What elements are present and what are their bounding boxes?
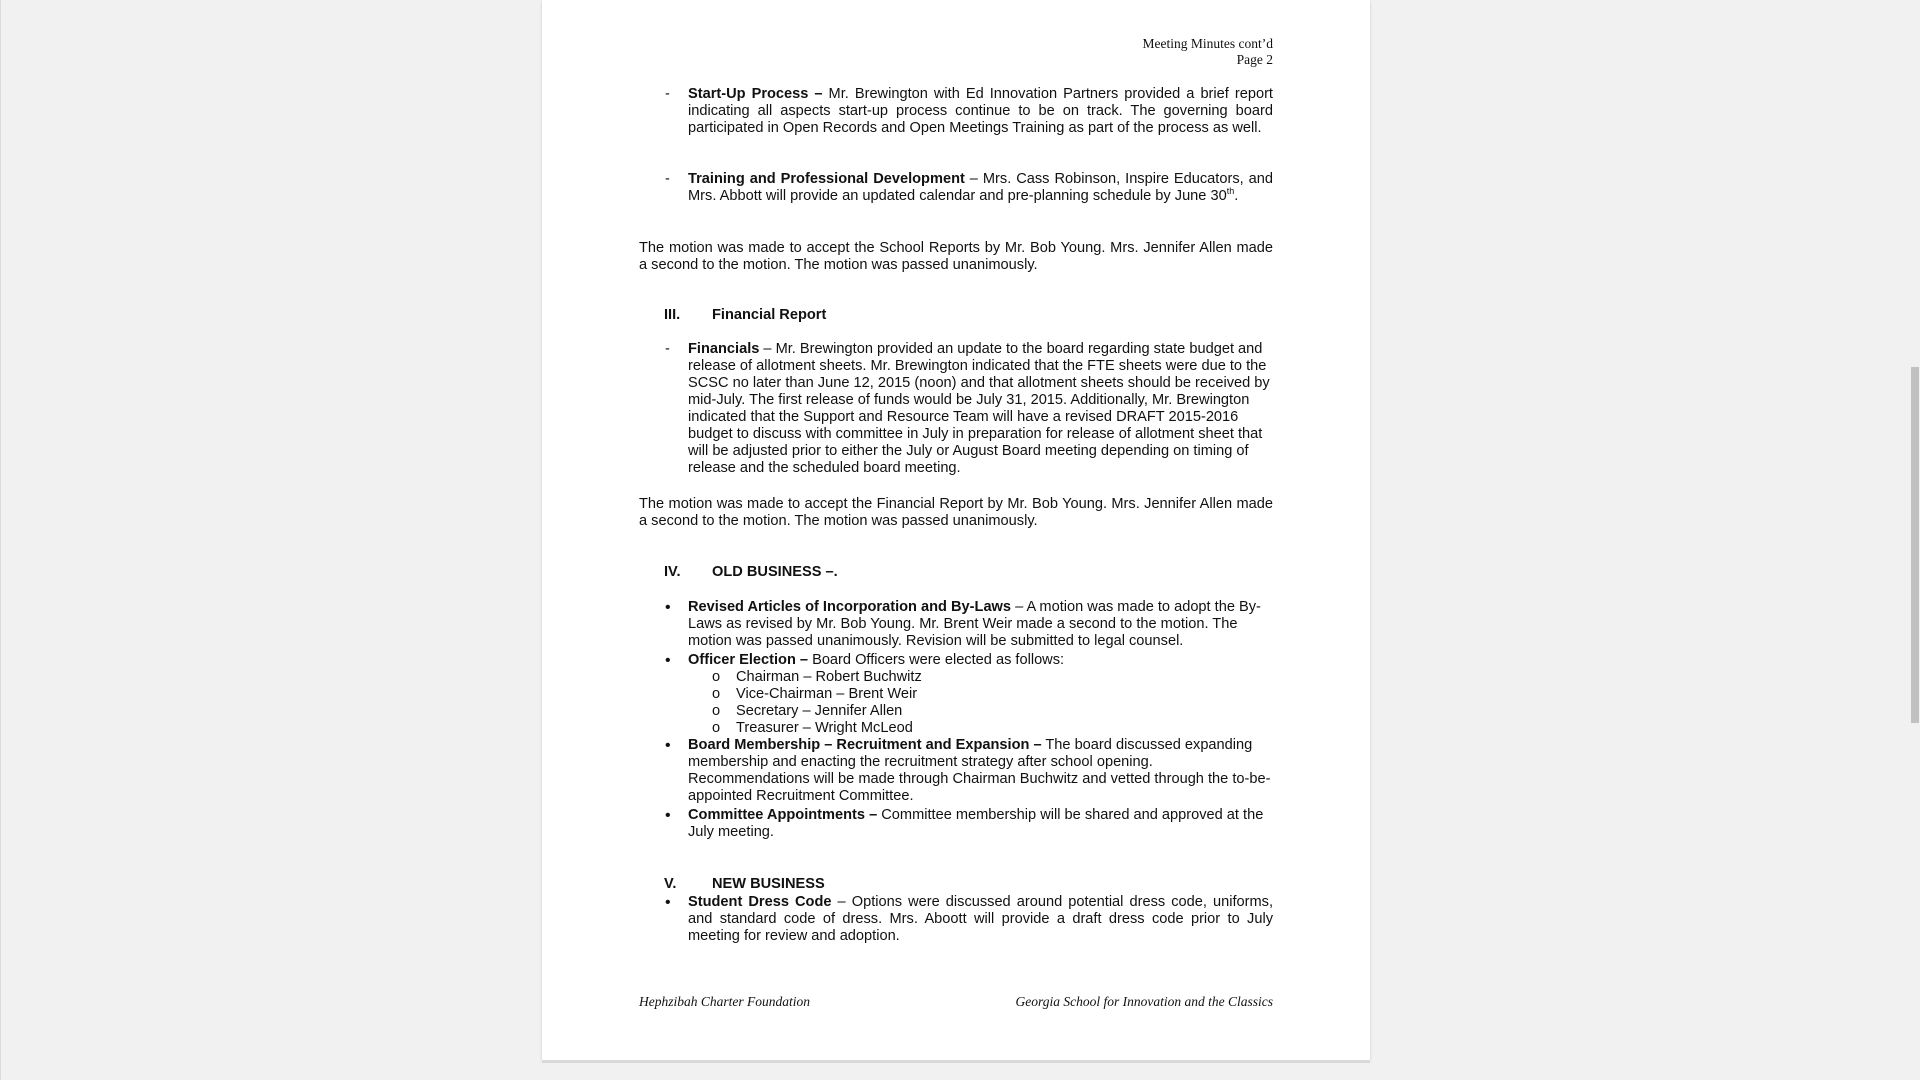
committee-appointments-item [639,807,1273,841]
officer-election-item [639,652,1273,669]
board-membership-text [688,737,1273,805]
financials-body: – Mr. Brewington provided an update to the board regarding state budget and release of allotment sheets. Mr. Brewington indicated that the FTE sheets were due to the SCSC no later than June 12, 2015 (noon) and that allotment sheets should be received by mid-July. The first release of funds would be July 31, 2015. Additionally, Mr. Brewington indicated that the Support and Resource Team will have a revised DRAFT 2015-2016 budget to discuss with committee in July in preparation for release of allotment sheet that will be adjusted prior to either the July or August Board meeting depending on timing of release and the scheduled board meeting. [688,341,1270,476]
training-body-end: . [1234,188,1239,204]
section-title: Financial Report [712,307,827,323]
dash-bullet: - [665,171,670,187]
dash-bullet: - [665,341,670,357]
round-bullet: • [665,737,671,754]
board-membership-item [639,737,1273,805]
page-header [1143,36,1273,68]
officer-election-text [688,652,1273,669]
section-heading-old-business [664,564,838,581]
startup-process-body: Mr. Brewington with Ed Innovation Partners provided a brief report indicating all aspects start-up process continue to be on track. The governing board participated in Open Records and Open Meetings Training as part of the process as well. [688,86,1273,136]
section-number: IV. [664,564,681,580]
page-bottom-edge [542,1060,1370,1063]
circle-bullet: o [712,686,721,702]
officer-vice-chairman: Vice-Chairman – Brent Weir [736,686,918,702]
officer-election-body: Board Officers were elected as follows: [808,652,1065,668]
bylaws-item [639,599,1273,650]
round-bullet: • [665,807,671,824]
section-heading-financial [664,307,826,324]
school-reports-motion: The motion was made to accept the School Reports by Mr. Bob Young. Mrs. Jennifer Allen made a second to the motion. The motion was passed unanimously. [639,240,1273,273]
scrollbar-thumb[interactable] [1911,367,1919,723]
document-page [542,0,1370,1060]
section-heading-new-business [664,876,825,893]
training-item [639,171,1273,205]
round-bullet: • [665,894,671,911]
training-title: Training and Professional Development [688,171,965,187]
bylaws-body: – A motion was made to adopt the By-Laws as revised by Mr. Bob Young. Mr. Brent Weir made a second to the motion. The motion was passed unanimously. Revision will be submitted to legal counsel. [688,599,1261,649]
committee-appointments-body: Committee membership will be shared and approved at the July meeting. [688,807,1264,840]
committee-appointments-text [688,807,1273,841]
footer-right: Georgia School for Innovation and the Classics [1015,994,1273,1009]
circle-bullet: o [712,703,721,719]
dress-code-body: – Options were discussed around potential dress code, uniforms, and standard code of dress. Mrs. Aboott will provide a draft dress code prior to July meeting for review and adoption. [688,894,1273,944]
board-membership-body: The board discussed expanding membership and enacting the recruitment strategy after school opening. Recommendations will be made through Chairman Buchwitz and vetted through the to-be-appointed Recruitment Committee. [688,737,1271,804]
bylaws-text [688,599,1273,650]
startup-process-text [688,86,1273,137]
header-title: Meeting Minutes cont’d [1142,36,1273,51]
header-page-number: Page 2 [1236,52,1273,67]
circle-bullet: o [712,669,721,685]
round-bullet: • [665,599,671,616]
section-title: OLD BUSINESS –. [712,564,838,580]
financials-text [688,341,1273,477]
section-number: V. [664,876,677,892]
officer-secretary: Secretary – Jennifer Allen [736,703,903,719]
dress-code-title: Student Dress Code [688,894,832,910]
startup-process-item [639,86,1273,137]
dress-code-text [688,894,1273,945]
board-membership-title: Board Membership – Recruitment and Expansion – [688,737,1042,753]
section-title: NEW BUSINESS [712,876,825,892]
round-bullet: • [665,652,671,669]
officer-election-title: Officer Election – [688,652,809,668]
training-superscript: th [1226,186,1235,197]
financial-report-motion: The motion was made to accept the Financial Report by Mr. Bob Young. Mrs. Jennifer Allen made a second to the motion. The motion was passed unanimously. [639,496,1273,529]
bylaws-title: Revised Articles of Incorporation and By-Laws [688,599,1012,615]
section-number: III. [664,307,681,323]
committee-appointments-title: Committee Appointments – [688,807,878,823]
training-body: – Mrs. Cass Robinson, Inspire Educators, and Mrs. Abbott will provide an updated calendar and pre-planning schedule by June 30 [688,171,1273,204]
dress-code-item [639,894,1273,945]
officer-treasurer: Treasurer – Wright McLeod [736,720,913,736]
footer-left: Hephzibah Charter Foundation [639,994,810,1009]
financials-title: Financials [688,341,760,357]
circle-bullet: o [712,720,721,736]
startup-process-title: Start-Up Process – [688,86,823,102]
financials-item [639,341,1273,477]
vertical-scrollbar[interactable] [1909,0,1920,1080]
dash-bullet: - [665,86,670,102]
training-text [688,171,1273,205]
officer-chairman: Chairman – Robert Buchwitz [736,669,922,685]
